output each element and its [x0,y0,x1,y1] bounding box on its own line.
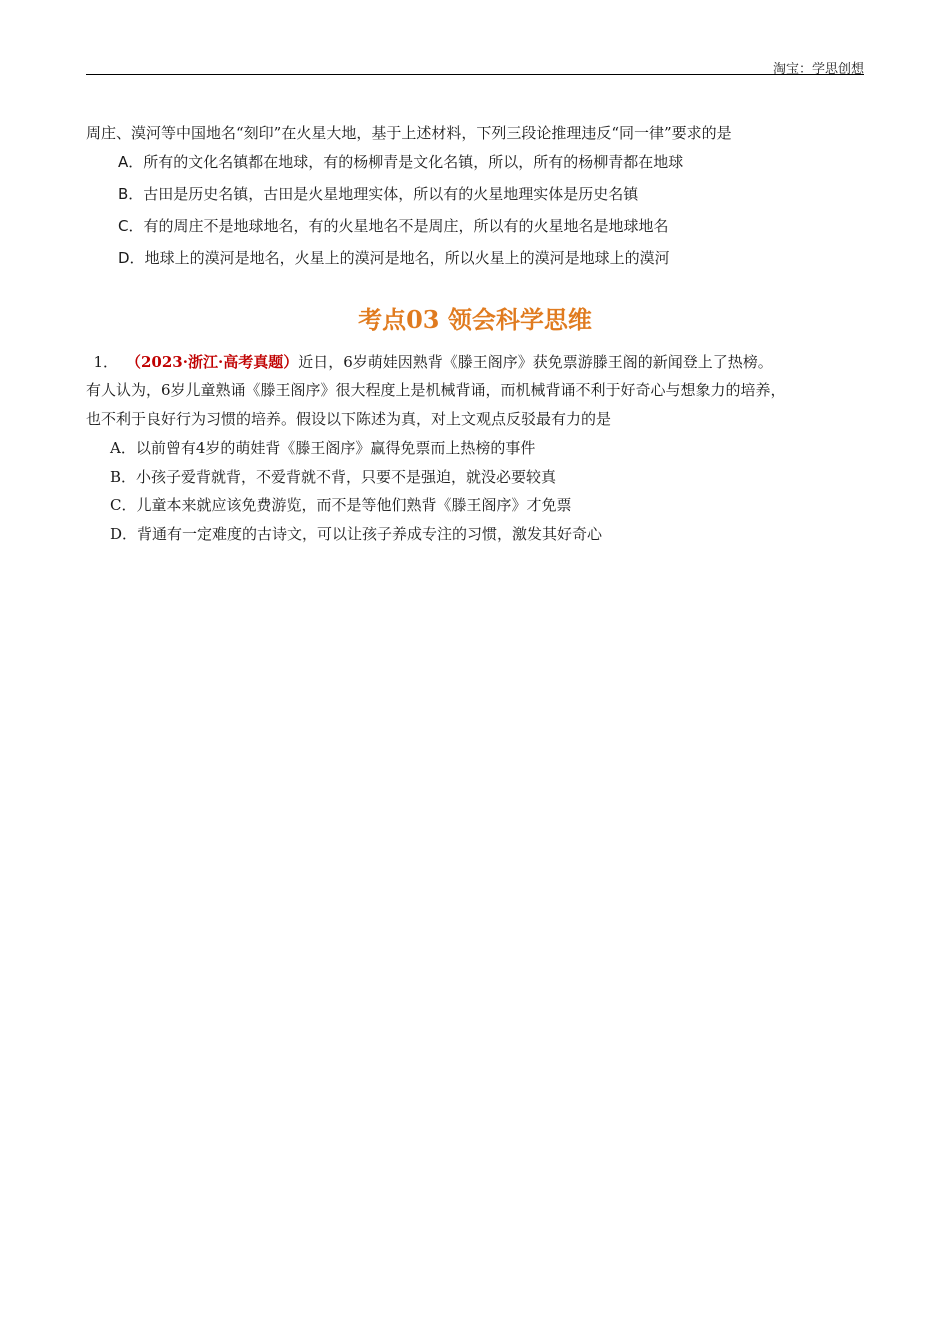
option-text: 古田是历史名镇，古田是火星地理实体，所以有的火星地理实体是历史名镇 [143,185,639,203]
option-letter: A． [110,439,136,457]
question-1-stem-line-3: 也不利于良好行为习惯的培养。假设以下陈述为真，对上文观点反驳最有力的是 [86,410,612,428]
question-1-stem-line-1 [86,352,773,372]
option-letter: B． [118,185,144,203]
option-text: 以前曾有4岁的萌娃背《滕王阁序》赢得免票而上热榜的事件 [135,439,536,457]
option-text: 地球上的漠河是地名，火星上的漠河是地名，所以火星上的漠河是地球上的漠河 [144,249,670,267]
question-1-stem-line-2: 有人认为，6岁儿童熟诵《滕王阁序》很大程度上是机械背诵，而机械背诵不利于好奇心与想象力的培养， [86,381,786,399]
q1-option-d [110,524,602,544]
option-a [118,152,683,172]
q1-option-c [110,495,572,515]
option-letter: C． [110,496,137,514]
option-letter: A． [118,153,144,171]
option-text: 背通有一定难度的古诗文，可以让孩子养成专注的习惯，激发其好奇心 [137,525,603,543]
option-text: 有的周庄不是地球地名，有的火星地名不是周庄，所以有的火星地名是地球地名 [143,217,669,235]
question-text: 近日，6岁萌娃因熟背《滕王阁序》获免票游滕王阁的新闻登上了热榜。 [298,353,773,371]
question-number: 1． [93,353,118,371]
option-letter: D． [110,525,138,543]
option-b [118,184,638,204]
header-text: 淘宝：学思创想 [772,62,864,77]
question-stem-tail: 周庄、漠河等中国地名“刻印”在火星大地，基于上述材料，下列三段论推理违反“同一律”要求的是 [86,124,732,142]
page-header [86,56,864,75]
q1-option-a [110,438,535,458]
option-letter: B． [110,468,137,486]
option-letter: C． [118,217,144,235]
option-text: 所有的文化名镇都在地球，有的杨柳青是文化名镇，所以，所有的杨柳青都在地球 [143,153,684,171]
option-c [118,216,669,236]
option-text: 小孩子爱背就背，不爱背就不背，只要不是强迫，就没必要较真 [136,468,557,486]
q1-option-b [110,467,556,487]
option-letter: D． [118,249,145,267]
option-d [118,248,670,268]
option-text: 儿童本来就应该免费游览，而不是等他们熟背《滕王阁序》才免票 [136,496,572,514]
section-title: 考点03 领会科学思维 [358,305,592,334]
question-source: （2023·浙江·高考真题） [126,353,299,371]
